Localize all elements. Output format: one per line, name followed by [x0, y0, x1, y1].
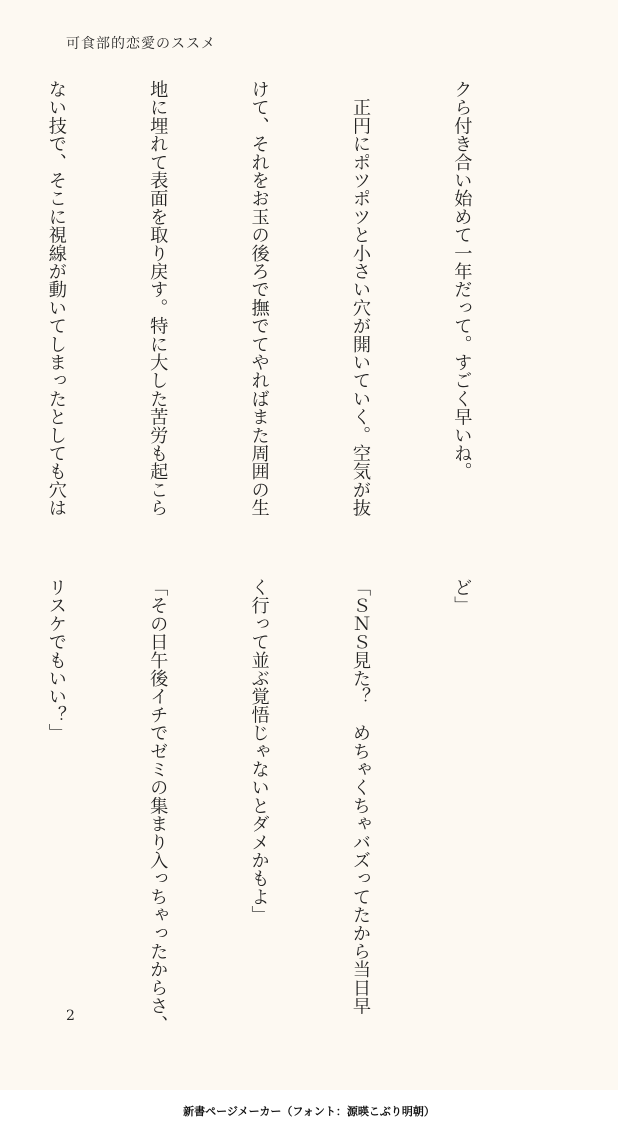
running-head: 可食部的恋愛のススメ — [66, 36, 216, 52]
page-number: 2 — [66, 1008, 75, 1024]
text-column: けて、それをお玉の後ろで撫でてやればまた周囲の生 — [248, 80, 270, 517]
text-column: 地に埋れて表面を取り戻す。特に大した苦労も起こら — [147, 80, 169, 517]
text-block-top — [45, 80, 546, 540]
text-block-bottom — [45, 578, 546, 1033]
footer-credit: 新書ページメーカー（フォント：源暎こぶり明朝） — [0, 1090, 618, 1132]
text-column: 「その日午後イチでゼミの集まり入っちゃったからさ、 — [147, 578, 169, 1033]
text-column: 「ＳＮＳ見た？ めちゃくちゃバズってたから当日早 — [350, 578, 372, 1015]
text-column: 正円にポツポツと小さい穴が開いていく。空気が抜 — [350, 80, 372, 517]
text-column: く行って並ぶ覚悟じゃないとダメかもよ」 — [248, 578, 270, 924]
text-column: ど」 — [451, 578, 473, 615]
text-column: クら付き合い始めて一年だって。すごく早いね。 — [451, 80, 473, 481]
text-column: リスケでもいい？」 — [45, 578, 67, 742]
text-column: ない技で、そこに視線が動いてしまったとしても穴は — [45, 80, 67, 517]
